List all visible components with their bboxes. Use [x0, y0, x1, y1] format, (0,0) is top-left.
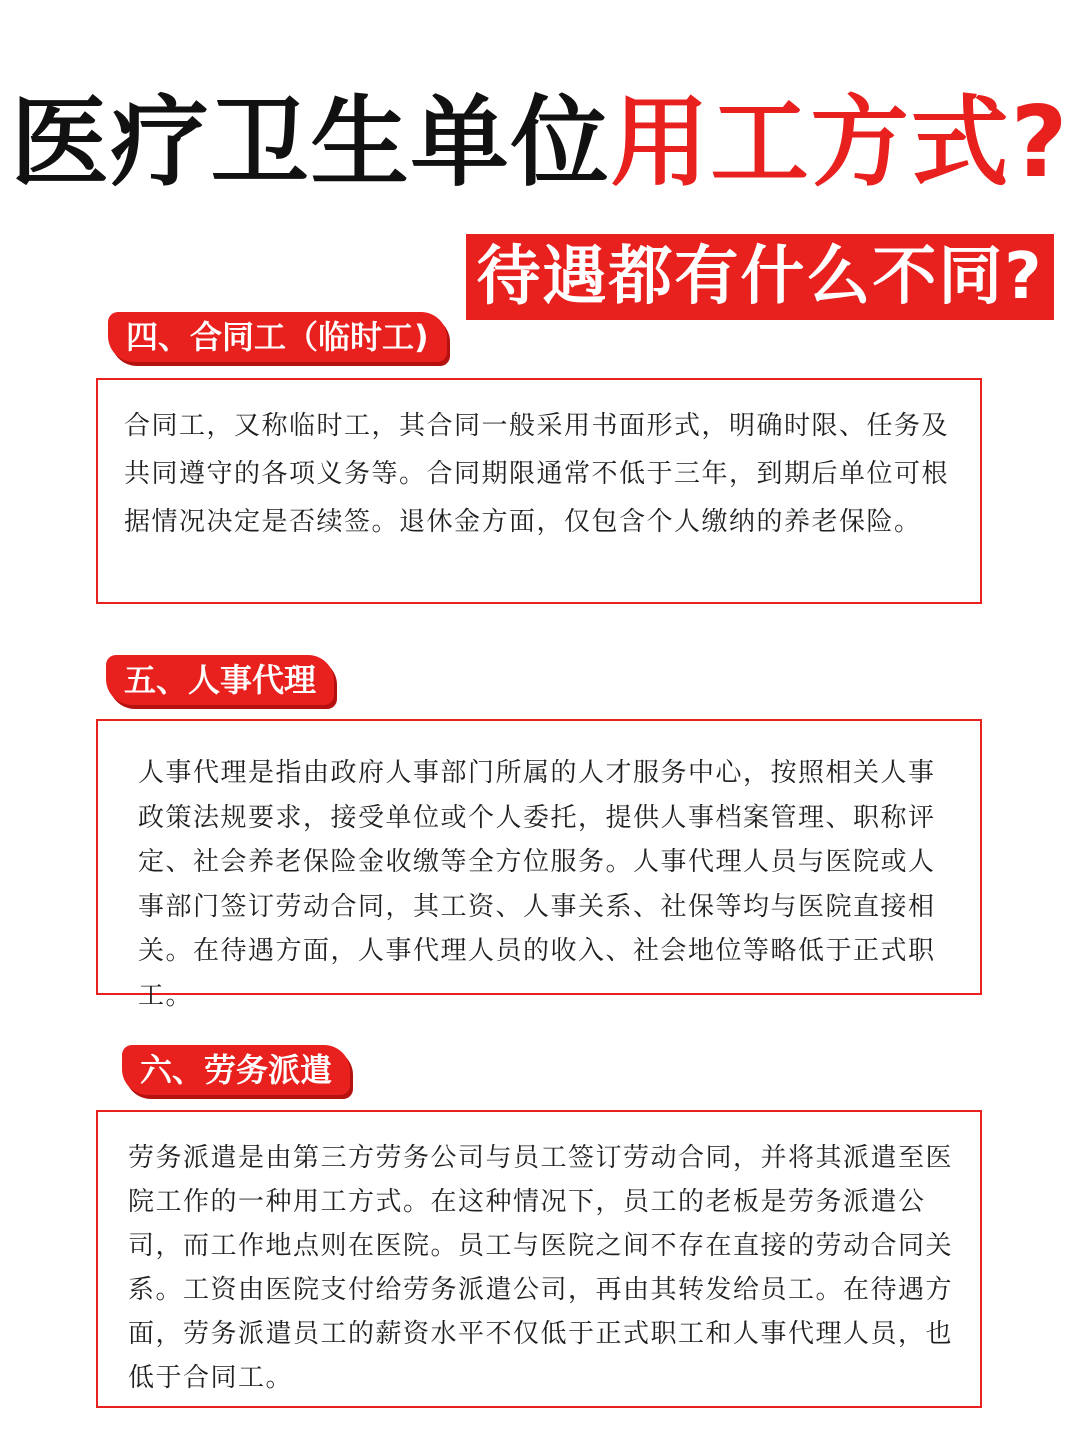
title-red-part: 用工方式? [610, 86, 1070, 200]
section-heading-labor-dispatch: 六、劳务派遣 [122, 1045, 350, 1095]
section-heading-personnel-agency: 五、人事代理 [106, 655, 334, 705]
section-heading-contract-worker: 四、合同工（临时工) [108, 312, 447, 362]
section-content-contract-worker [96, 378, 982, 604]
section-body-text: 合同工，又称临时工，其合同一般采用书面形式，明确时限、任务及共同遵守的各项义务等。合同期限通常不低于三年，到期后单位可根据情况决定是否续签。退休金方面，仅包含个人缴纳的养老保险。 [124, 411, 950, 537]
subtitle-banner: 待遇都有什么不同? [466, 234, 1054, 320]
section-content-labor-dispatch [96, 1110, 982, 1408]
page-title [0, 88, 1080, 198]
section-body-text: 人事代理是指由政府人事部门所属的人才服务中心，按照相关人事政策法规要求，接受单位或个人委托，提供人事档案管理、职称评定、社会养老保险金收缴等全方位服务。人事代理人员与医院或人事部门签订劳动合同，其工资、人事关系、社保等均与医院直接相关。在待遇方面，人事代理人员的收入、社会地位等略低于正式职工。 [138, 758, 936, 1011]
title-black-part: 医疗卫生单位 [10, 86, 611, 200]
section-body-text: 劳务派遣是由第三方劳务公司与员工签订劳动合同，并将其派遣至医院工作的一种用工方式。在这种情况下，员工的老板是劳务派遣公司，而工作地点则在医院。员工与医院之间不存在直接的劳动合同关系。工资由医院支付给劳务派遣公司，再由其转发给员工。在待遇方面，劳务派遣员工的薪资水平不仅低于正式职工和人事代理人员，也低于合同工。 [128, 1143, 954, 1393]
section-content-personnel-agency [96, 719, 982, 1011]
